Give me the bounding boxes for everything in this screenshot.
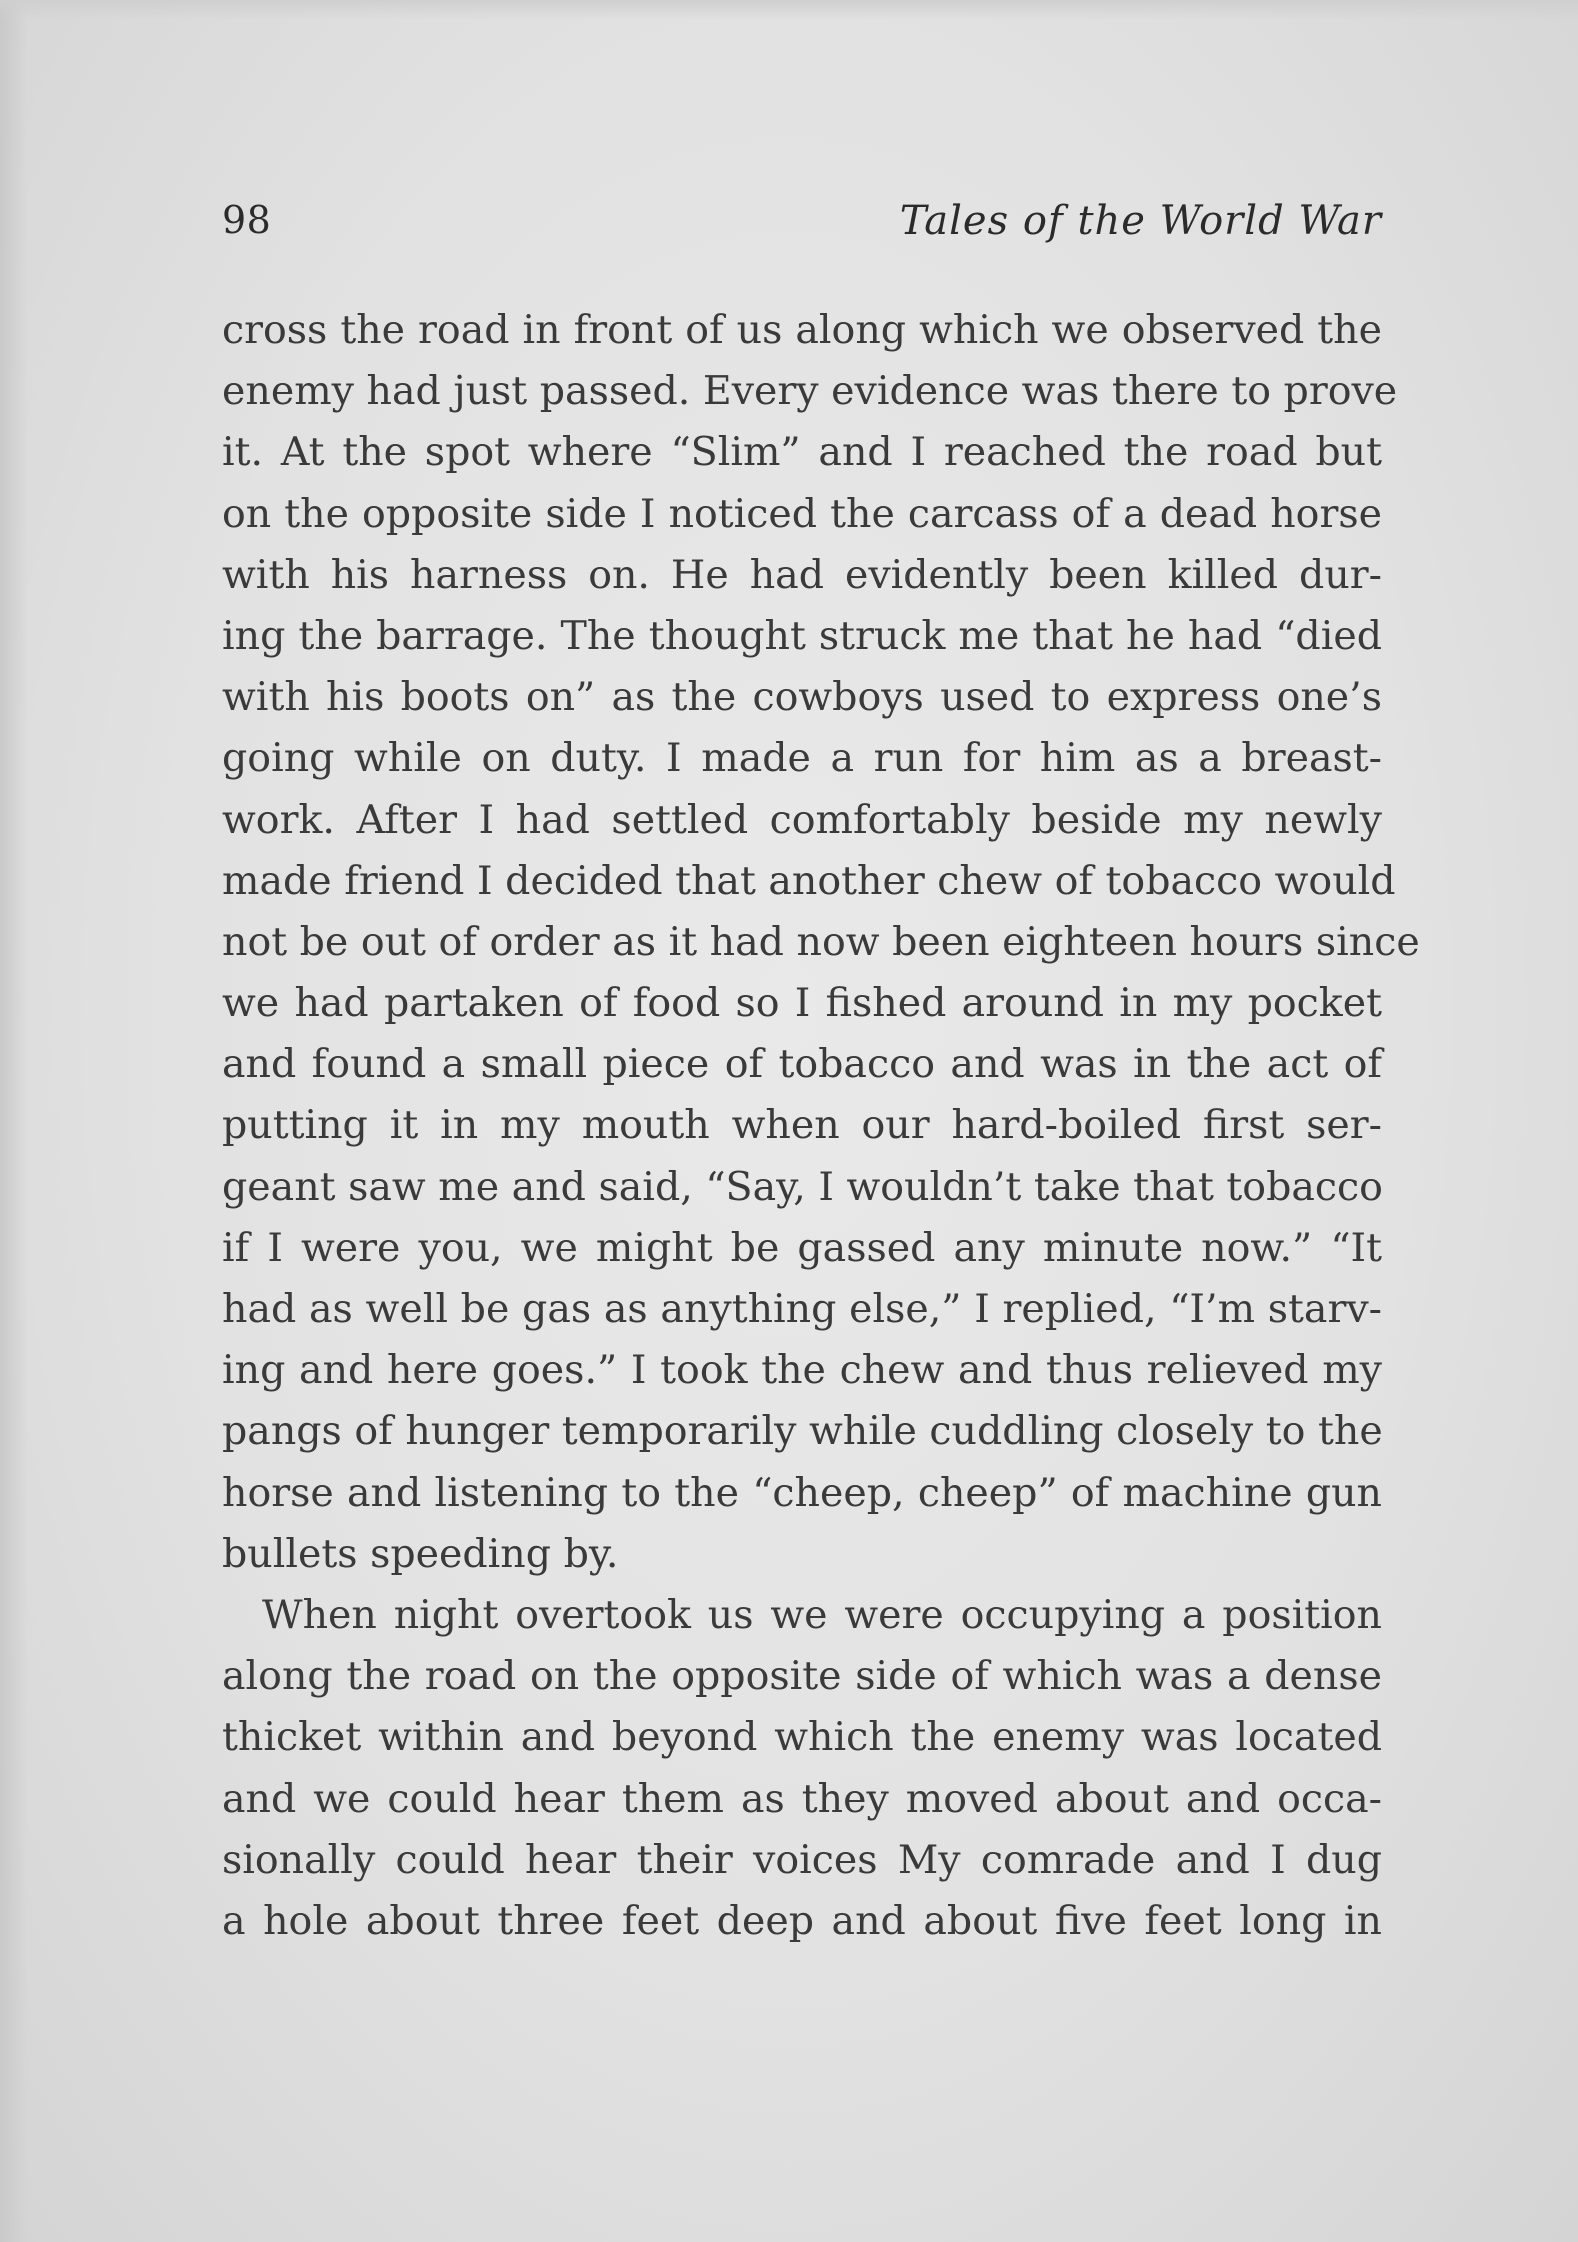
text-line: ing the barrage. The thought struck me that he had “died <box>222 612 1382 659</box>
text-line: geant saw me and said, “Say, I wouldn’t take that tobacco <box>222 1163 1383 1210</box>
body-text <box>222 300 1420 1952</box>
page-number: 98 <box>222 198 272 242</box>
text-line: and found a small piece of tobacco and was in the act of <box>222 1041 1382 1088</box>
text-line: had as well be gas as anything else,” I replied, “I’m starv- <box>222 1286 1382 1332</box>
text-line: thicket within and beyond which the enemy was located <box>222 1714 1382 1761</box>
text-line: on the opposite side I noticed the carcass of a dead horse <box>222 490 1382 537</box>
running-title: Tales of the World War <box>899 198 1382 244</box>
text-line: bullets speeding by. <box>222 1530 619 1577</box>
text-line: horse and listening to the “cheep, cheep” of machine gun <box>222 1469 1382 1516</box>
page-top-shadow <box>0 0 1578 20</box>
text-line: sionally could hear their voices My comrade and I dug <box>222 1836 1382 1883</box>
text-line: if I were you, we might be gassed any minute now.” “It <box>222 1224 1382 1271</box>
text-line: a hole about three feet deep and about five feet long in <box>222 1897 1382 1944</box>
text-line: going while on duty. I made a run for him as a breast- <box>222 735 1382 782</box>
text-line: pangs of hunger temporarily while cuddling closely to the <box>222 1408 1383 1455</box>
paragraph <box>222 300 1420 1585</box>
text-line: When night overtook us we were occupying a position <box>262 1591 1382 1638</box>
text-line: not be out of order as it had now been eighteen hours since <box>222 918 1420 965</box>
text-line: enemy had just passed. Every evidence was there to prove <box>222 368 1398 415</box>
text-line: putting it in my mouth when our hard-boiled first ser- <box>222 1102 1382 1149</box>
text-line: with his boots on” as the cowboys used to express one’s <box>222 674 1382 721</box>
text-line: we had partaken of food so I fished around in my pocket <box>222 980 1382 1027</box>
page-edge-shadow <box>0 0 28 2242</box>
page-header <box>222 198 1382 258</box>
text-line: ing and here goes.” I took the chew and thus relieved my <box>222 1347 1382 1394</box>
paragraph <box>222 1585 1382 1952</box>
text-line: work. After I had settled comfortably beside my newly <box>222 796 1382 843</box>
text-line: it. At the spot where “Slim” and I reached the road but <box>222 429 1382 476</box>
text-line: and we could hear them as they moved about and occa- <box>222 1775 1382 1822</box>
text-line: along the road on the opposite side of which was a dense <box>222 1653 1382 1700</box>
text-line: made friend I decided that another chew of tobacco would <box>222 857 1396 904</box>
text-line: with his harness on. He had evidently been killed dur- <box>222 551 1382 598</box>
text-line: cross the road in front of us along which we observed the <box>222 307 1382 353</box>
